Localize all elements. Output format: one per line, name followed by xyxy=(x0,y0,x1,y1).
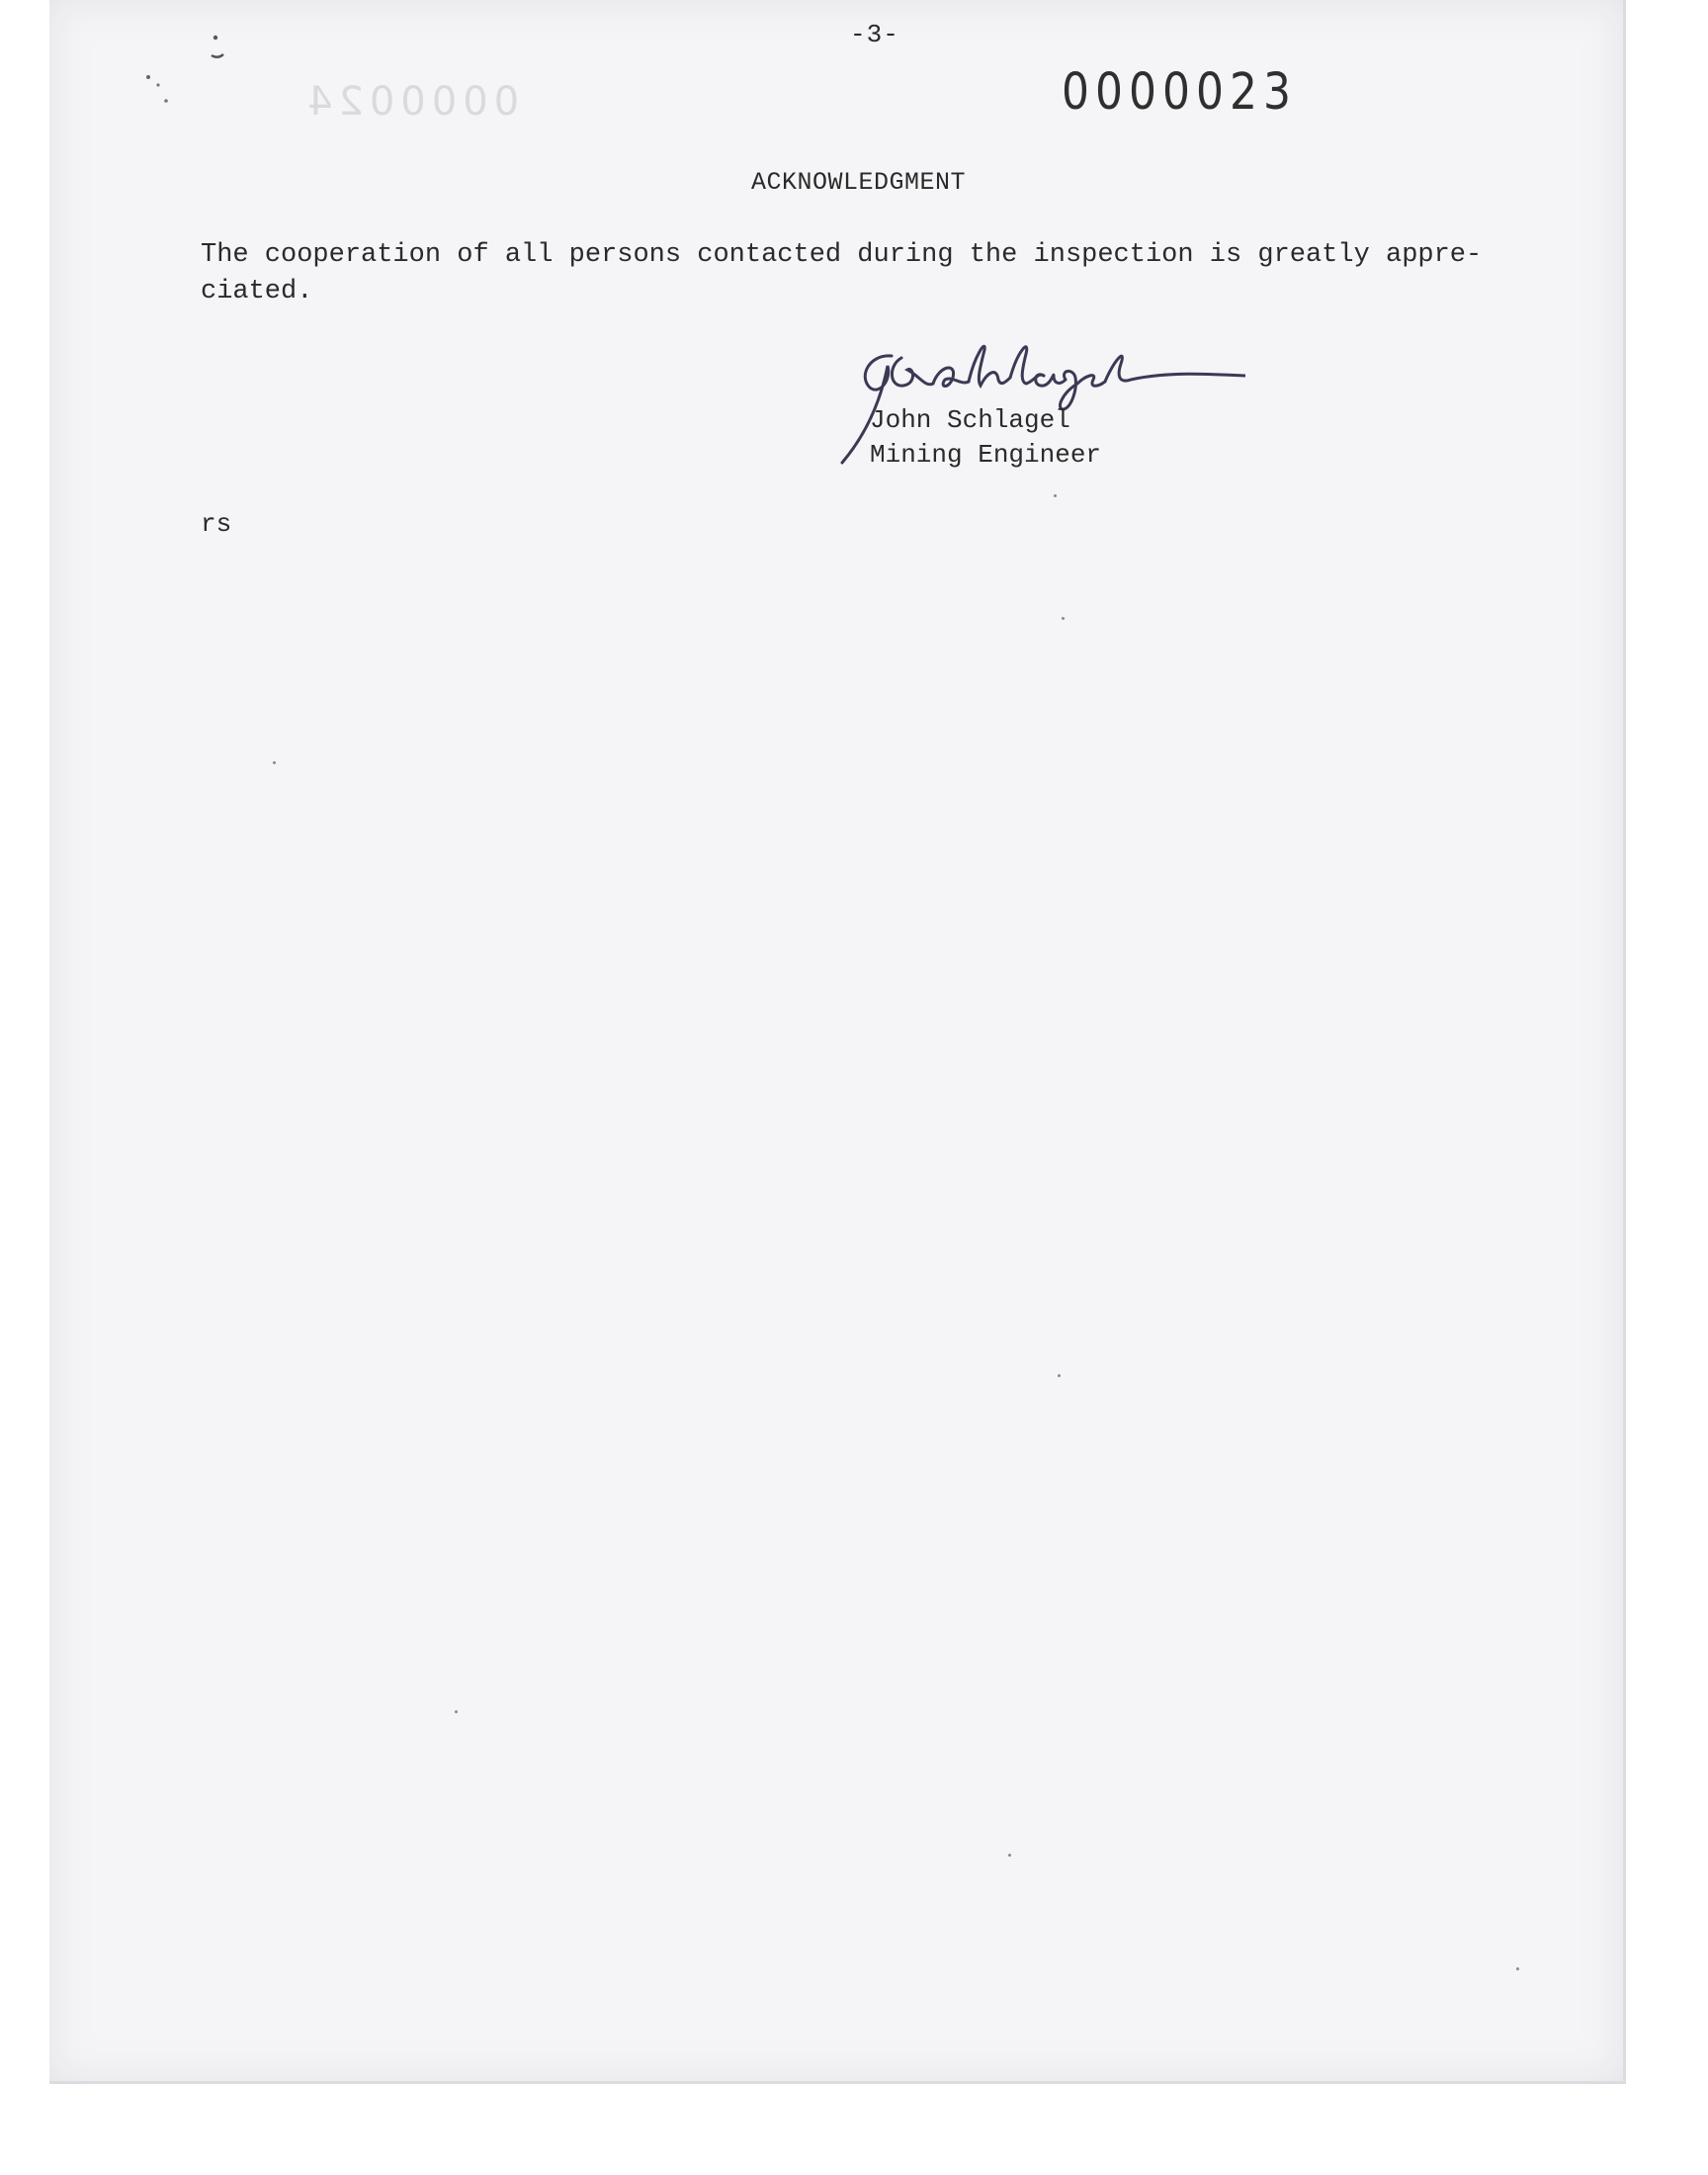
scan-speck-marks xyxy=(128,30,237,119)
scan-dot xyxy=(1062,617,1065,620)
scan-dot xyxy=(455,1710,458,1713)
page-number: -3- xyxy=(850,20,899,49)
section-heading: ACKNOWLEDGMENT xyxy=(751,168,967,197)
bleed-through-stamp: 0000024 xyxy=(301,79,520,125)
scan-dot xyxy=(1008,1854,1011,1857)
signer-name: John Schlagel xyxy=(870,405,1070,435)
document-control-number: 0000023 xyxy=(1062,63,1297,122)
scan-dot xyxy=(1516,1967,1519,1970)
scan-dot xyxy=(1054,494,1057,497)
scan-dot xyxy=(1058,1374,1061,1377)
scan-dot xyxy=(273,761,276,764)
signer-title: Mining Engineer xyxy=(870,440,1102,470)
paragraph-line: ciated. xyxy=(201,277,313,306)
acknowledgment-paragraph xyxy=(201,237,1565,310)
paragraph-line: The cooperation of all persons contacted during the inspection is greatly appre- xyxy=(201,240,1483,270)
document-page xyxy=(49,0,1626,2084)
typist-initials: rs xyxy=(201,509,232,539)
